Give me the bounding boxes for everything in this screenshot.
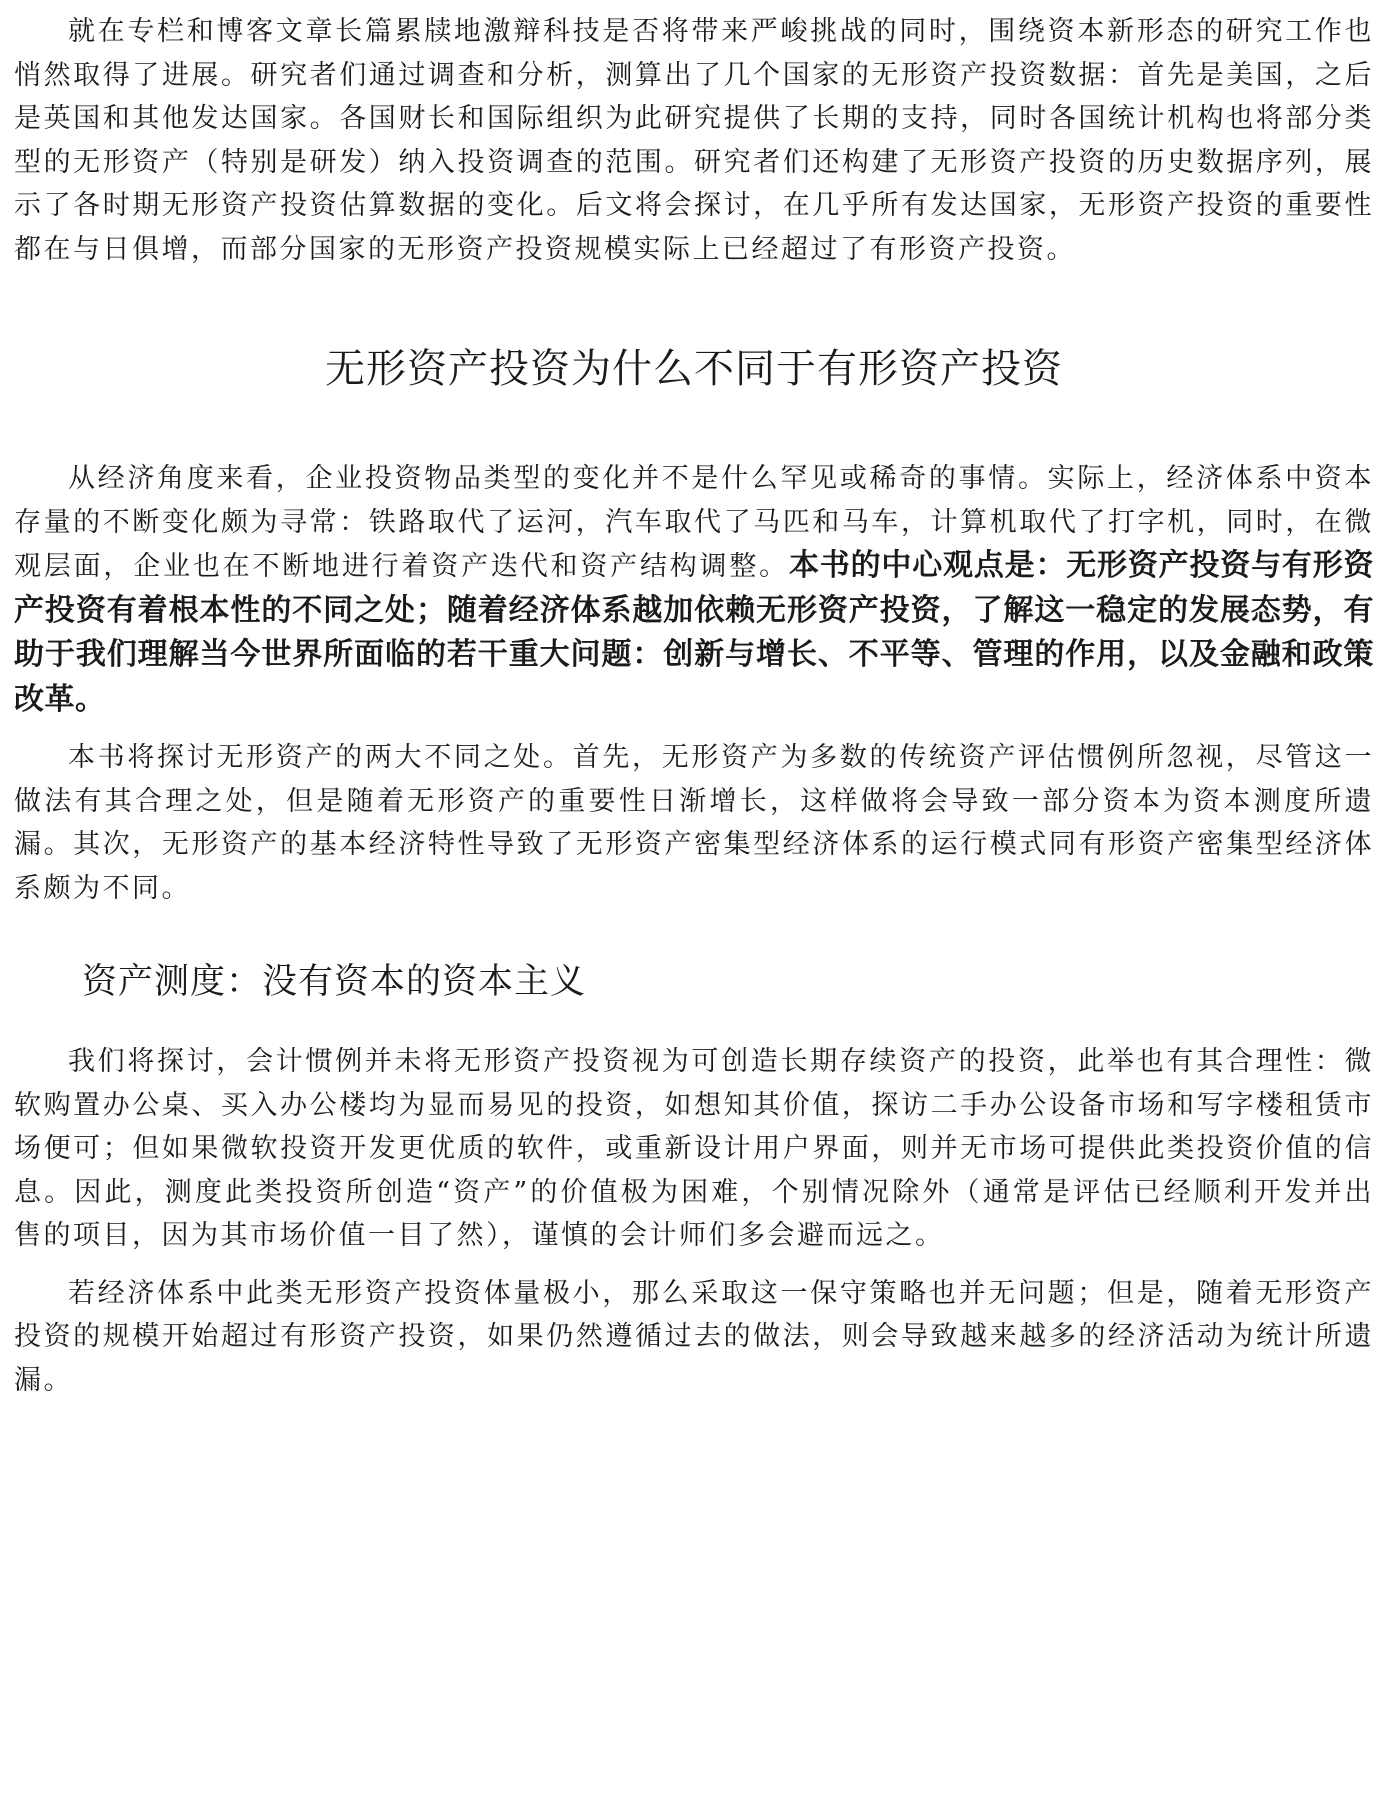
intro-paragraph: 就在专栏和博客文章长篇累牍地激辩科技是否将带来严峻挑战的同时，围绕资本新形态的研究工作也悄然取得了进展。研究者们通过调查和分析，测算出了几个国家的无形资产投资数据：首先是美国，之后是英国和其他发达国家。各国财长和国际组织为此研究提供了长期的支持，同时各国统计机构也将部分类型的无形资产（特别是研发）纳入投资调查的范围。研究者们还构建了无形资产投资的历史数据序列，展示了各时期无形资产投资估算数据的变化。后文将会探讨，在几乎所有发达国家，无形资产投资的重要性都在与日俱增，而部分国家的无形资产投资规模实际上已经超过了有形资产投资。 <box>14 16 1374 265</box>
accounting-conventions-paragraph: 我们将探讨，会计惯例并未将无形资产投资视为可创造长期存续资产的投资，此举也有其合理性：微软购置办公桌、买入办公楼均为显而易见的投资，如想知其价值，探访二手办公设备市场和写字楼租赁市场便可；但如果微软投资开发更优质的软件，或重新设计用户界面，则并无市场可提供此类投资价值的信息。因此，测度此类投资所创造“资产”的价值极为困难，个别情况除外（通常是评估已经顺利开发并出售的项目，因为其市场价值一目了然），谨慎的会计师们多会避而远之。 <box>14 1046 1374 1251</box>
section-title: 无形资产投资为什么不同于有形资产投资 <box>325 346 1063 392</box>
subsection-title: 资产测度：没有资本的资本主义 <box>82 962 587 1002</box>
two-differences-paragraph: 本书将探讨无形资产的两大不同之处。首先，无形资产为多数的传统资产评估惯例所忽视，尽管这一做法有其合理之处，但是随着无形资产的重要性日渐增长，这样做将会导致一部分资本为资本测度所遗漏。其次，无形资产的基本经济特性导致了无形资产密集型经济体系的运行模式同有形资产密集型经济体系颇为不同。 <box>14 742 1374 904</box>
conservative-strategy-paragraph: 若经济体系中此类无形资产投资体量极小，那么采取这一保守策略也并无问题；但是，随着无形资产投资的规模开始超过有形资产投资，如果仍然遵循过去的做法，则会导致越来越多的经济活动为统计所遗漏。 <box>14 1277 1374 1396</box>
document-page <box>14 10 1374 1402</box>
paragraph-regular-text: 从经济角度来看，企业投资物品类型的变化并不是什么罕见或稀奇的事情。实际上，经济体系中资本存量的不断变化颇为寻常：铁路取代了运河，汽车取代了马匹和马车，计算机取代了打字机，同时，在微观层面，企业也在不断地进行着资产迭代和资产结构调整。 <box>14 463 1374 582</box>
central-argument-paragraph <box>14 457 1374 722</box>
central-thesis-bold-text: 本书的中心观点是：无形资产投资与有形资产投资有着根本性的不同之处；随着经济体系越加依赖无形资产投资，了解这一稳定的发展态势，有助于我们理解当今世界所面临的若干重大问题：创新与增长、不平等、管理的作用，以及金融和政策改革。 <box>14 548 1375 717</box>
